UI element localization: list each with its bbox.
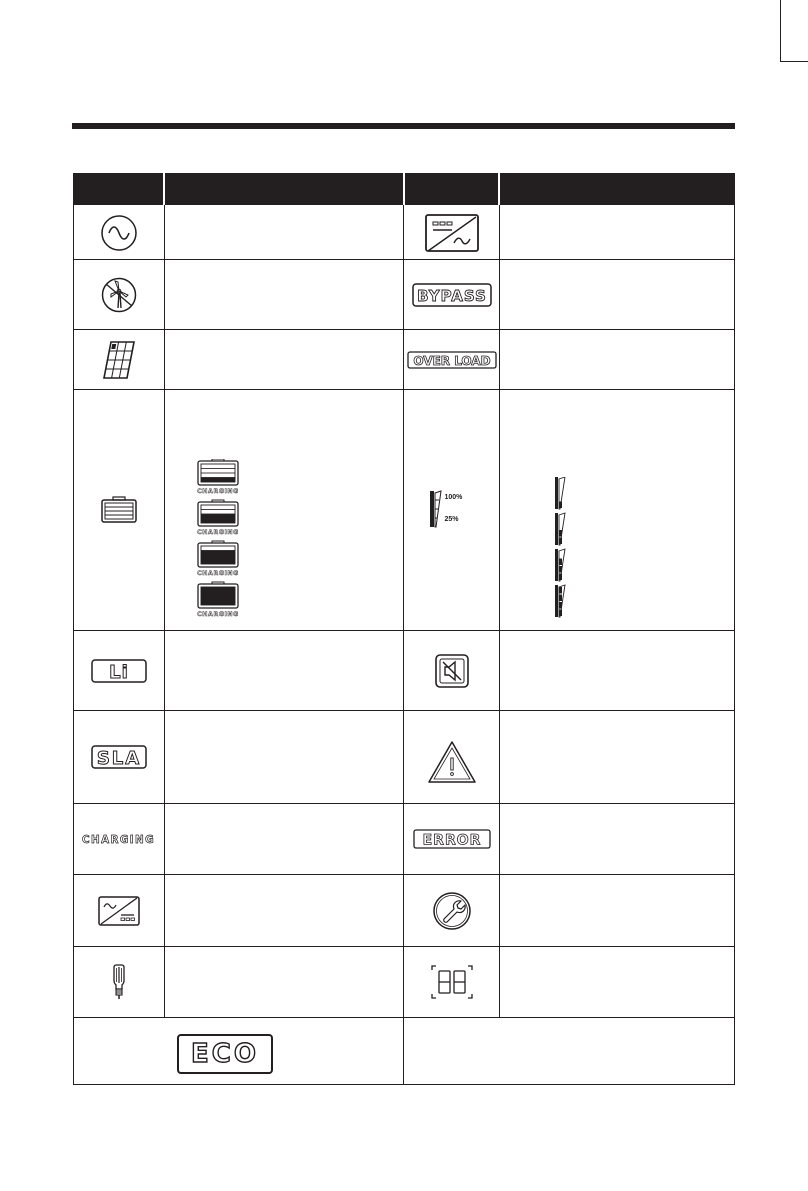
battery-charging-label: CHARGING [197, 611, 239, 618]
bulb-icon [73, 947, 164, 1017]
seven-segment-icon [404, 947, 499, 1017]
battery-level-4 [197, 582, 239, 618]
eco-indicator: ECO [177, 1034, 273, 1074]
table-header-cell [73, 173, 163, 205]
battery-level-2 [197, 500, 239, 536]
bypass-label: BYPASS [416, 286, 487, 305]
wrench-icon [404, 875, 499, 946]
overload-label: OVER LOAD [412, 353, 491, 368]
load-level-2 [555, 513, 565, 545]
load-level-icon [404, 390, 499, 630]
row-divider [73, 1017, 735, 1018]
row-divider [73, 1084, 735, 1085]
solar-panel-icon [73, 330, 164, 389]
crop-mark [780, 0, 781, 62]
error-label: ERROR [422, 832, 481, 849]
crop-mark [780, 61, 808, 62]
table-header-cell [500, 173, 735, 205]
battery-level-list [193, 459, 243, 619]
sla-battery-indicator [73, 711, 164, 803]
bypass-indicator [404, 260, 499, 329]
column-divider [164, 205, 165, 1017]
section-rule [72, 123, 735, 129]
error-indicator [404, 804, 499, 874]
table-header-cell [165, 173, 403, 205]
charging-indicator [73, 804, 164, 874]
battery-charging-label: CHARGING [197, 570, 239, 577]
load-level-3 [555, 549, 565, 581]
li-label: Li [108, 661, 129, 683]
load-bottom-label: 25% [444, 516, 459, 523]
battery-charging-label: CHARGING [197, 488, 239, 495]
table-header-cell [405, 173, 498, 205]
load-level-list [553, 477, 573, 623]
charging-label: CHARGING [82, 833, 155, 846]
column-divider [734, 205, 735, 1085]
load-top-label: 100% [444, 494, 463, 501]
ac-sine-icon [73, 206, 164, 259]
load-level-1 [555, 477, 565, 509]
battery-icon [73, 390, 164, 630]
inverter-icon [404, 206, 499, 259]
column-divider [499, 205, 500, 1017]
warning-icon [404, 711, 499, 803]
load-level-4 [555, 585, 565, 617]
charger-icon [73, 875, 164, 946]
mute-icon [404, 631, 499, 710]
battery-level-3 [197, 541, 239, 577]
lithium-battery-indicator [73, 631, 164, 710]
battery-level-1 [197, 459, 239, 495]
battery-charging-label: CHARGING [197, 529, 239, 536]
icon-table [73, 173, 735, 1085]
sla-label: SLA [96, 748, 141, 769]
wind-turbine-icon [73, 260, 164, 329]
overload-indicator [404, 330, 499, 389]
